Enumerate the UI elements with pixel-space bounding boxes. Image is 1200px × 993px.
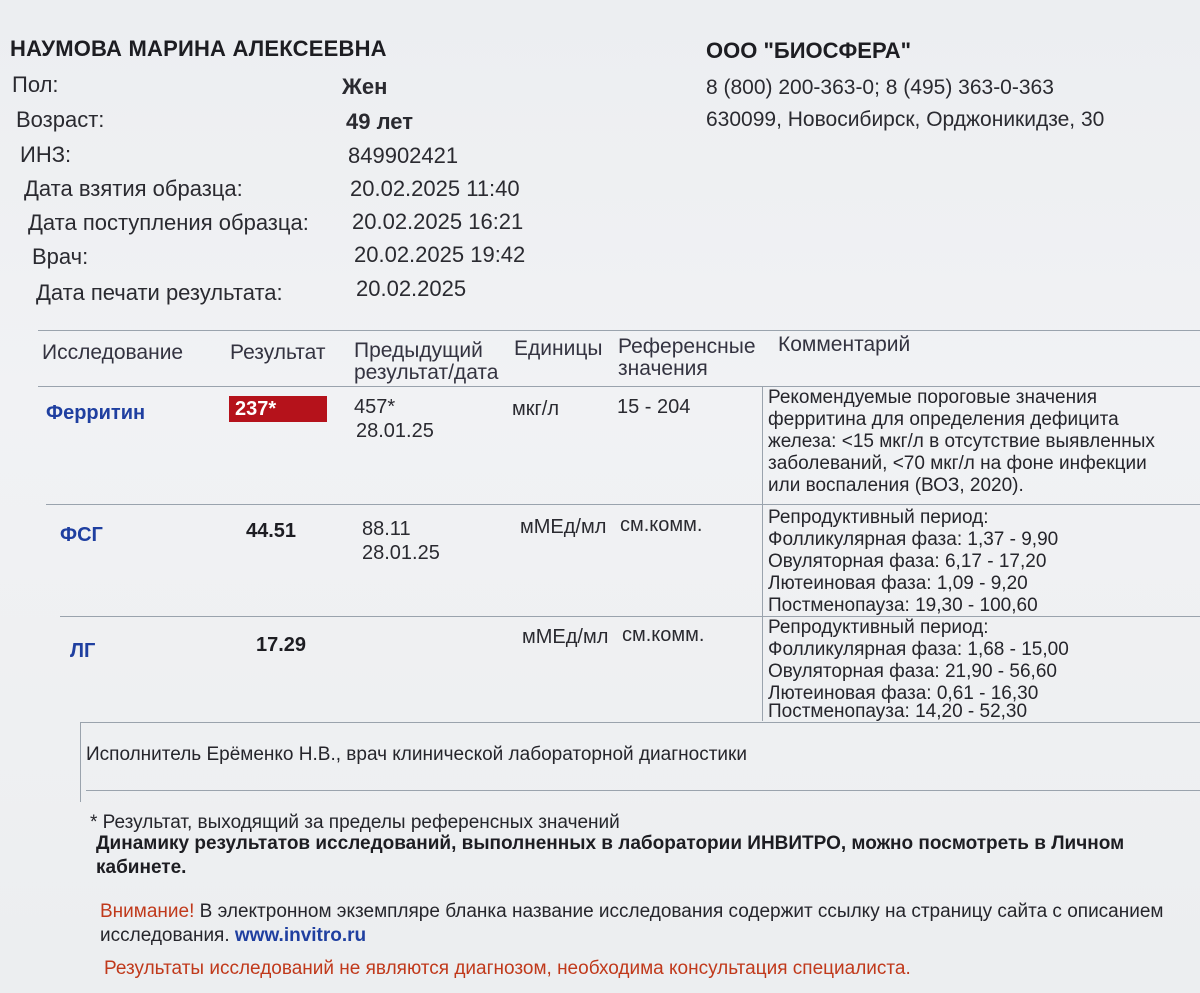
patient-name: НАУМОВА МАРИНА АЛЕКСЕЕВНА bbox=[10, 36, 387, 61]
reference-lh: см.комм. bbox=[622, 624, 705, 646]
performer: Исполнитель Ерёменко Н.В., врач клинической лабораторной диагностики bbox=[86, 744, 747, 765]
header-result: Результат bbox=[230, 341, 326, 364]
sex-value: Жен bbox=[342, 74, 388, 99]
reference-ferritin: 15 - 204 bbox=[617, 396, 691, 418]
sex-label: Пол: bbox=[12, 72, 59, 97]
units-ferritin: мкг/л bbox=[512, 398, 560, 420]
comment-lh-line: Овуляторная фаза: 21,90 - 56,60 bbox=[768, 661, 1057, 682]
header-comment: Комментарий bbox=[778, 333, 911, 356]
print-date-label: Дата печати результата: bbox=[36, 280, 283, 305]
comment-lh-line: Фолликулярная фаза: 1,68 - 15,00 bbox=[768, 639, 1069, 660]
inz-value: 849902421 bbox=[348, 143, 459, 168]
result-ferritin-flagged: 237* bbox=[229, 396, 327, 422]
disclaimer: Результаты исследований не являются диагнозом, необходима консультация специалиста. bbox=[104, 958, 911, 979]
test-ferritin[interactable]: Ферритин bbox=[46, 402, 146, 424]
result-fsh: 44.51 bbox=[246, 520, 297, 542]
lab-name: ООО "БИОСФЕРА" bbox=[706, 38, 912, 63]
comment-ferritin-line: железа: <15 мкг/л в отсутствие выявленных bbox=[768, 431, 1155, 452]
test-lh[interactable]: ЛГ bbox=[70, 640, 96, 662]
age-value: 49 лет bbox=[346, 109, 413, 134]
previous-date-fsh: 28.01.25 bbox=[362, 542, 440, 564]
sample-received-label: Дата поступления образца: bbox=[28, 210, 309, 235]
row-rule bbox=[46, 504, 1200, 505]
header-test: Исследование bbox=[42, 341, 184, 364]
comment-fsh-line: Постменопауза: 19,30 - 100,60 bbox=[768, 595, 1038, 616]
print-date-value: 20.02.2025 bbox=[356, 276, 467, 301]
sample-received-value: 20.02.2025 16:21 bbox=[352, 209, 524, 234]
lab-phones: 8 (800) 200-363-0; 8 (495) 363-0-363 bbox=[706, 76, 1054, 99]
warning-text: В электронном экземпляре бланка название исследования содержит ссылку на страницу сайта с описанием исследования. bbox=[100, 901, 1164, 946]
sample-taken-value: 20.02.2025 11:40 bbox=[350, 176, 520, 201]
comment-ferritin-line: или воспаления (ВОЗ, 2020). bbox=[768, 475, 1024, 496]
comment-fsh-line: Фолликулярная фаза: 1,37 - 9,90 bbox=[768, 529, 1059, 550]
comment-fsh-line: Репродуктивный период: bbox=[768, 507, 989, 528]
comment-ferritin-line: заболеваний, <70 мкг/л на фоне инфекции bbox=[768, 453, 1147, 474]
result-lh: 17.29 bbox=[256, 634, 307, 656]
test-fsh[interactable]: ФСГ bbox=[60, 524, 103, 546]
comment-lh-line: Лютеиновая фаза: 0,61 - 16,30 bbox=[768, 683, 1039, 704]
comment-lh-line: Репродуктивный период: bbox=[768, 617, 989, 638]
header-units: Единицы bbox=[514, 337, 603, 360]
age-label: Возраст: bbox=[16, 107, 105, 132]
dynamics-note: Динамику результатов исследований, выполненных в лаборатории ИНВИТРО, можно посмотреть в Личном кабинете. bbox=[96, 833, 1125, 878]
header-reference: Референсные значения bbox=[618, 335, 756, 380]
comment-lh-line: Постменопауза: 14,20 - 52,30 bbox=[768, 701, 1028, 722]
inz-label: ИНЗ: bbox=[20, 142, 72, 167]
row-rule bbox=[60, 616, 1200, 617]
comment-ferritin-line: ферритина для определения дефицита bbox=[768, 409, 1119, 430]
comment-column-divider bbox=[762, 386, 763, 721]
previous-value-fsh: 88.11 bbox=[362, 518, 411, 540]
previous-date-ferritin: 28.01.25 bbox=[356, 420, 434, 442]
lab-address: 630099, Новосибирск, Орджоникидзе, 30 bbox=[706, 108, 1105, 131]
header-previous: Предыдущий результат/дата bbox=[354, 339, 499, 384]
units-fsh: мМЕд/мл bbox=[520, 516, 607, 538]
sample-taken-label: Дата взятия образца: bbox=[24, 176, 243, 201]
performer-box-left bbox=[80, 722, 81, 802]
warning-label: Внимание! bbox=[100, 901, 195, 922]
units-lh: мМЕд/мл bbox=[522, 626, 609, 648]
table-top-rule bbox=[38, 330, 1200, 331]
asterisk-note: * Результат, выходящий за пределы референсных значений bbox=[90, 812, 620, 833]
doctor-value: 20.02.2025 19:42 bbox=[354, 242, 526, 267]
performer-rule bbox=[86, 790, 1200, 791]
comment-ferritin-line: Рекомендуемые пороговые значения bbox=[768, 387, 1098, 408]
website-link[interactable]: www.invitro.ru bbox=[234, 925, 367, 946]
comment-fsh-line: Лютеиновая фаза: 1,09 - 9,20 bbox=[768, 573, 1028, 594]
comment-fsh-line: Овуляторная фаза: 6,17 - 17,20 bbox=[768, 551, 1047, 572]
warning-block bbox=[100, 900, 1195, 948]
table-bottom-rule bbox=[80, 722, 1200, 723]
doctor-label: Врач: bbox=[32, 244, 89, 269]
reference-fsh: см.комм. bbox=[620, 514, 703, 536]
previous-value-ferritin: 457* bbox=[354, 396, 396, 418]
